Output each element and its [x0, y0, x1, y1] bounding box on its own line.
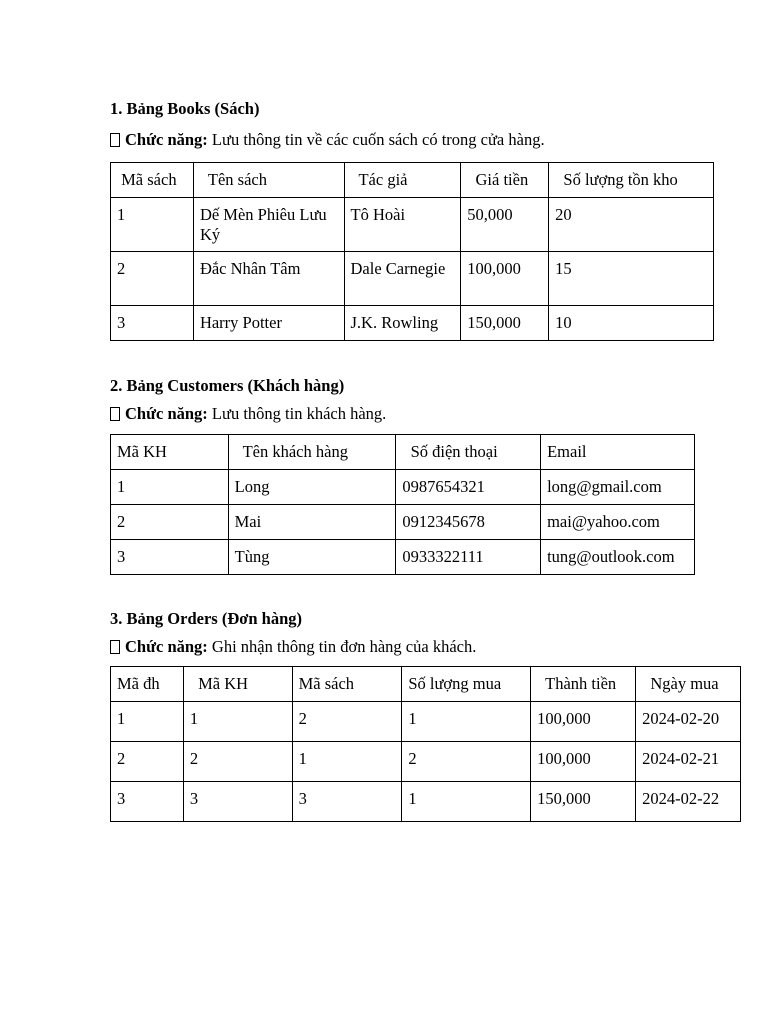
table-cell: 2024-02-20: [636, 702, 741, 742]
customers-function-line: [110, 401, 386, 427]
orders-table: [110, 666, 741, 822]
table-cell: 100,000: [531, 702, 636, 742]
column-header: Mã đh: [111, 667, 184, 702]
table-cell: 2: [111, 252, 194, 306]
table-cell: Harry Potter: [193, 306, 344, 341]
orders-section: [110, 607, 720, 808]
table-cell: 15: [549, 252, 714, 306]
table-row: [111, 198, 714, 252]
checkbox-icon: [110, 407, 120, 421]
table-row: [111, 505, 695, 540]
table-cell: 100,000: [531, 742, 636, 782]
books-table: [110, 162, 714, 341]
table-cell: 1: [111, 702, 184, 742]
column-header: Tên sách: [193, 163, 344, 198]
table-cell: 3: [111, 306, 194, 341]
checkbox-icon: [110, 133, 120, 147]
table-cell: 2: [292, 702, 402, 742]
books-section: [110, 97, 678, 332]
table-row: [111, 540, 695, 575]
table-cell: 2: [183, 742, 292, 782]
table-cell: 1: [183, 702, 292, 742]
table-cell: 10: [549, 306, 714, 341]
table-cell: Đắc Nhân Tâm: [193, 252, 344, 306]
function-label: Chức năng:: [125, 130, 208, 149]
table-cell: 0912345678: [396, 505, 541, 540]
books-function-line: [110, 127, 545, 153]
column-header: Thành tiền: [531, 667, 636, 702]
column-header: Mã KH: [111, 435, 229, 470]
table-cell: 1: [402, 782, 531, 822]
customers-heading: 2. Bảng Customers (Khách hàng): [110, 376, 345, 395]
table-cell: 2: [402, 742, 531, 782]
table-cell: Tô Hoài: [344, 198, 461, 252]
table-cell: 3: [111, 782, 184, 822]
table-cell: 2: [111, 505, 229, 540]
table-cell: 1: [402, 702, 531, 742]
table-cell: 0987654321: [396, 470, 541, 505]
table-cell: 2024-02-21: [636, 742, 741, 782]
table-cell: 3: [292, 782, 402, 822]
checkbox-icon: [110, 640, 120, 654]
table-cell: 20: [549, 198, 714, 252]
table-cell: J.K. Rowling: [344, 306, 461, 341]
table-cell: 150,000: [461, 306, 549, 341]
table-cell: 1: [111, 198, 194, 252]
table-header-row: [111, 435, 695, 470]
column-header: Mã sách: [111, 163, 194, 198]
column-header: Tên khách hàng: [228, 435, 396, 470]
column-header: Số điện thoại: [396, 435, 541, 470]
customers-section: [110, 374, 675, 566]
table-cell: Dale Carnegie: [344, 252, 461, 306]
table-cell: 1: [111, 470, 229, 505]
table-cell: long@gmail.com: [541, 470, 695, 505]
function-label: Chức năng:: [125, 637, 208, 656]
function-text: Ghi nhận thông tin đơn hàng của khách.: [207, 637, 477, 656]
table-cell: 2: [111, 742, 184, 782]
column-header: Ngày mua: [636, 667, 741, 702]
table-cell: 100,000: [461, 252, 549, 306]
table-cell: Tùng: [228, 540, 396, 575]
table-header-row: [111, 667, 741, 702]
customers-table: [110, 434, 695, 575]
table-cell: 150,000: [531, 782, 636, 822]
table-cell: Long: [228, 470, 396, 505]
table-row: [111, 470, 695, 505]
table-cell: 2024-02-22: [636, 782, 741, 822]
column-header: Tác giả: [344, 163, 461, 198]
table-header-row: [111, 163, 714, 198]
column-header: Số lượng mua: [402, 667, 531, 702]
table-cell: Mai: [228, 505, 396, 540]
orders-heading: 3. Bảng Orders (Đơn hàng): [110, 609, 303, 628]
column-header: Mã KH: [183, 667, 292, 702]
orders-function-line: [110, 634, 476, 660]
table-cell: 3: [111, 540, 229, 575]
table-row: [111, 702, 741, 742]
function-label: Chức năng:: [125, 404, 208, 423]
function-text: Lưu thông tin khách hàng.: [207, 404, 387, 423]
column-header: Giá tiền: [461, 163, 549, 198]
table-cell: Dế Mèn Phiêu Lưu Ký: [193, 198, 344, 252]
column-header: Mã sách: [292, 667, 402, 702]
table-cell: 50,000: [461, 198, 549, 252]
table-row: [111, 306, 714, 341]
table-cell: 0933322111: [396, 540, 541, 575]
column-header: Email: [541, 435, 695, 470]
column-header: Số lượng tồn kho: [549, 163, 714, 198]
books-heading: 1. Bảng Books (Sách): [110, 99, 260, 118]
table-cell: tung@outlook.com: [541, 540, 695, 575]
function-text: Lưu thông tin về các cuốn sách có trong cửa hàng.: [207, 130, 545, 149]
table-cell: mai@yahoo.com: [541, 505, 695, 540]
table-cell: 3: [183, 782, 292, 822]
table-row: [111, 782, 741, 822]
table-row: [111, 742, 741, 782]
table-row: [111, 252, 714, 306]
table-cell: 1: [292, 742, 402, 782]
